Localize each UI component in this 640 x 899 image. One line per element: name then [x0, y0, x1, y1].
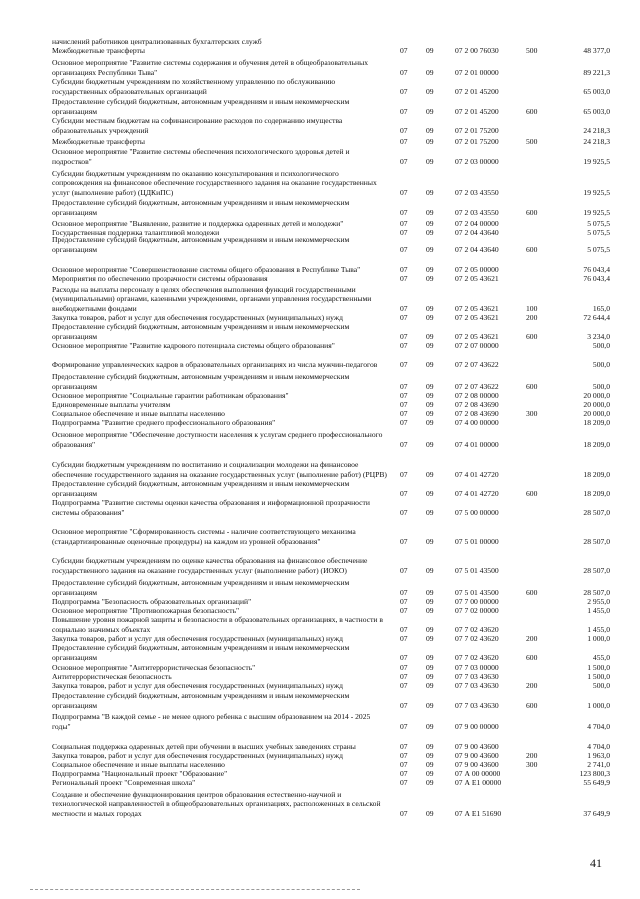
section-code: 07: [400, 759, 408, 769]
amount-value: 18 209,0: [583, 417, 610, 427]
amount-value: 19 925,5: [583, 207, 610, 217]
target-article-code: 07 А Е1 51690: [455, 808, 502, 818]
amount-value: 37 649,9: [583, 808, 610, 818]
target-article-code: 07 2 01 45200: [455, 86, 499, 96]
amount-value: 2 741,0: [587, 759, 610, 769]
section-code: 07: [400, 273, 408, 283]
row-description: Основное мероприятие "Развитие системы обеспечения психологического здоровья детей и подростков": [52, 147, 350, 166]
expense-type-code: 600: [526, 652, 538, 662]
subsection-code: 09: [426, 359, 434, 369]
section-code: 07: [400, 741, 408, 751]
subsection-code: 09: [426, 67, 434, 77]
subsection-code: 09: [426, 768, 434, 778]
section-code: 07: [400, 340, 408, 350]
section-code: 07: [400, 227, 408, 237]
expense-type-code: 200: [526, 680, 538, 690]
target-article-code: 07 9 00 43600: [455, 759, 499, 769]
row-description: Единовременные выплаты учителям: [52, 399, 171, 409]
subsection-code: 09: [426, 390, 434, 400]
row-description: Предоставление субсидий бюджетным, автономным учреждениям и иным некоммерческим организациям: [52, 198, 350, 217]
target-article-code: 07 2 04 43640: [455, 227, 499, 237]
target-article-code: 07 7 02 43620: [455, 624, 499, 634]
expense-type-code: 100: [526, 303, 538, 313]
row-description: Закупка товаров, работ и услуг для обеспечения государственных (муниципальных) нужд: [52, 312, 343, 322]
target-article-code: 07 5 01 00000: [455, 536, 499, 546]
row-description: Основное мероприятие "Развитие кадрового потенциала системы общего образования": [52, 340, 335, 350]
expense-type-code: 600: [526, 587, 538, 597]
section-code: 07: [400, 156, 408, 166]
subsection-code: 09: [426, 759, 434, 769]
expense-type-code: 600: [526, 106, 538, 116]
target-article-code: 07 А Е1 00000: [455, 777, 502, 787]
row-description: Основное мероприятие "Совершенствование системы общего образования в Республике Тыва": [52, 264, 361, 274]
section-code: 07: [400, 408, 408, 418]
amount-value: 2 955,0: [587, 596, 610, 606]
row-description: Государственная поддержка талантливой молодежи: [52, 227, 220, 237]
amount-value: 1 500,0: [587, 671, 610, 681]
section-code: 07: [400, 469, 408, 479]
target-article-code: 07 2 00 76030: [455, 45, 499, 55]
subsection-code: 09: [426, 507, 434, 517]
section-code: 07: [400, 264, 408, 274]
section-code: 07: [400, 390, 408, 400]
target-article-code: 07 7 02 43620: [455, 652, 499, 662]
target-article-code: 07 2 05 43621: [455, 273, 499, 283]
row-description: Региональный проект "Современная школа": [52, 777, 196, 787]
amount-value: 20 000,0: [583, 408, 610, 418]
amount-value: 28 507,0: [583, 536, 610, 546]
row-description: Основное мероприятие "Противопожарная безопасность": [52, 605, 240, 615]
amount-value: 18 209,0: [583, 488, 610, 498]
target-article-code: 07 2 05 43621: [455, 331, 499, 341]
section-code: 07: [400, 777, 408, 787]
target-article-code: 07 7 03 43630: [455, 700, 499, 710]
expense-type-code: 600: [526, 700, 538, 710]
row-description: Мероприятия по обеспечению прозрачности системы образования: [52, 273, 268, 283]
subsection-code: 09: [426, 721, 434, 731]
amount-value: 28 507,0: [583, 507, 610, 517]
row-description: Предоставление субсидий бюджетным, автономным учреждениям и иным некоммерческим организациям: [52, 372, 350, 391]
target-article-code: 07 2 07 43622: [455, 359, 499, 369]
expense-type-code: 300: [526, 759, 538, 769]
amount-value: 72 644,4: [583, 312, 610, 322]
row-description: Подпрограмма "Безопасность образовательных организаций": [52, 596, 252, 606]
section-code: 07: [400, 750, 408, 760]
row-description: Подпрограмма "Национальный проект "Образование": [52, 768, 228, 778]
section-code: 07: [400, 359, 408, 369]
amount-value: 65 003,0: [583, 106, 610, 116]
row-description: Подпрограмма "В каждой семье - не менее одного ребенка с высшим образованием на 2014 - 2025 годы": [52, 712, 371, 731]
section-code: 07: [400, 207, 408, 217]
target-article-code: 07 5 00 00000: [455, 507, 499, 517]
section-code: 07: [400, 125, 408, 135]
row-description: Предоставление субсидий бюджетным, автономным учреждениям и иным некоммерческим организациям: [52, 97, 350, 116]
expense-type-code: 600: [526, 207, 538, 217]
target-article-code: 07 7 03 43630: [455, 671, 499, 681]
row-description: Повышение уровня пожарной защиты и безопасности в образовательных организациях, в частности в социально значимых объектах: [52, 615, 383, 634]
target-article-code: 07 2 05 43621: [455, 312, 499, 322]
row-description: Межбюджетные трансферты: [52, 136, 145, 146]
row-description: Предоставление субсидий бюджетным, автономным учреждениям и иным некоммерческим организациям: [52, 643, 350, 662]
subsection-code: 09: [426, 605, 434, 615]
section-code: 07: [400, 67, 408, 77]
subsection-code: 09: [426, 662, 434, 672]
subsection-code: 09: [426, 331, 434, 341]
amount-value: 500,0: [592, 381, 610, 391]
subsection-code: 09: [426, 624, 434, 634]
row-description: Субсидии бюджетным учреждениям по оказанию консультирования и психологического сопровождения на финансовое обеспечение государственного задания на оказание государственных услуг (выполнение работ) (ЦДКиПС): [52, 168, 377, 197]
subsection-code: 09: [426, 244, 434, 254]
section-code: 07: [400, 381, 408, 391]
amount-value: 5 075,5: [587, 227, 610, 237]
section-code: 07: [400, 417, 408, 427]
target-article-code: 07 7 00 00000: [455, 596, 499, 606]
subsection-code: 09: [426, 227, 434, 237]
subsection-code: 09: [426, 417, 434, 427]
section-code: 07: [400, 596, 408, 606]
target-article-code: 07 2 03 43550: [455, 207, 499, 217]
subsection-code: 09: [426, 741, 434, 751]
section-code: 07: [400, 218, 408, 228]
amount-value: 76 043,4: [583, 273, 610, 283]
section-code: 07: [400, 662, 408, 672]
amount-value: 24 218,3: [583, 125, 610, 135]
amount-value: 48 377,0: [583, 45, 610, 55]
section-code: 07: [400, 106, 408, 116]
expense-type-code: 200: [526, 750, 538, 760]
row-description: начислений работников централизованных бухгалтерских служб: [52, 36, 262, 46]
section-code: 07: [400, 312, 408, 322]
amount-value: 500,0: [592, 359, 610, 369]
amount-value: 18 209,0: [583, 469, 610, 479]
section-code: 07: [400, 721, 408, 731]
target-article-code: 07 2 08 00000: [455, 390, 499, 400]
amount-value: 500,0: [592, 340, 610, 350]
target-article-code: 07 2 01 75200: [455, 136, 499, 146]
subsection-code: 09: [426, 106, 434, 116]
amount-value: 1 000,0: [587, 633, 610, 643]
expense-type-code: 500: [526, 136, 538, 146]
row-description: Закупка товаров, работ и услуг для обеспечения государственных (муниципальных) нужд: [52, 750, 343, 760]
amount-value: 18 209,0: [583, 439, 610, 449]
target-article-code: 07 2 08 43690: [455, 408, 499, 418]
row-description: Предоставление субсидий бюджетным, автономным учреждениям и иным некоммерческим организациям: [52, 691, 350, 710]
target-article-code: 07 2 03 43550: [455, 187, 499, 197]
section-code: 07: [400, 136, 408, 146]
row-description: Субсидии бюджетным учреждениям по хозяйственному управлению по обслуживанию государственных образовательных организаций: [52, 77, 336, 96]
target-article-code: 07 2 01 00000: [455, 67, 499, 77]
row-description: Закупка товаров, работ и услуг для обеспечения государственных (муниципальных) нужд: [52, 633, 343, 643]
amount-value: 19 925,5: [583, 187, 610, 197]
section-code: 07: [400, 399, 408, 409]
subsection-code: 09: [426, 340, 434, 350]
expense-type-code: 600: [526, 331, 538, 341]
expense-type-code: 600: [526, 488, 538, 498]
section-code: 07: [400, 488, 408, 498]
amount-value: 5 075,5: [587, 218, 610, 228]
row-description: Создание и обеспечение функционирования центров образования естественно-научной и технологической направленностей в общеобразовательных организациях, расположенных в сельской местности и малых городах: [52, 789, 381, 818]
subsection-code: 09: [426, 264, 434, 274]
target-article-code: 07 2 04 00000: [455, 218, 499, 228]
row-description: Предоставление субсидий бюджетным, автономным учреждениям и иным некоммерческим организациям: [52, 479, 350, 498]
section-code: 07: [400, 244, 408, 254]
amount-value: 1 455,0: [587, 624, 610, 634]
row-description: Субсидии бюджетным учреждениям по оценке качества образования на финансовое обеспечение государственного задания на оказание государственных услуг (выполнение работ) (ИОКО): [52, 556, 368, 575]
subsection-code: 09: [426, 596, 434, 606]
amount-value: 3 234,0: [587, 331, 610, 341]
section-code: 07: [400, 700, 408, 710]
section-code: 07: [400, 671, 408, 681]
subsection-code: 09: [426, 587, 434, 597]
target-article-code: 07 2 01 45200: [455, 106, 499, 116]
amount-value: 1 455,0: [587, 605, 610, 615]
amount-value: 1 963,0: [587, 750, 610, 760]
section-code: 07: [400, 624, 408, 634]
expense-type-code: 200: [526, 633, 538, 643]
subsection-code: 09: [426, 156, 434, 166]
section-code: 07: [400, 680, 408, 690]
section-code: 07: [400, 303, 408, 313]
row-description: Закупка товаров, работ и услуг для обеспечения государственных (муниципальных) нужд: [52, 680, 343, 690]
section-code: 07: [400, 808, 408, 818]
expense-type-code: 200: [526, 312, 538, 322]
target-article-code: 07 9 00 00000: [455, 721, 499, 731]
amount-value: 19 925,5: [583, 156, 610, 166]
subsection-code: 09: [426, 808, 434, 818]
row-description: Подпрограмма "Развитие среднего профессионального образования": [52, 417, 276, 427]
amount-value: 1 500,0: [587, 662, 610, 672]
row-description: Антитеррористическая безопасность: [52, 671, 172, 681]
amount-value: 20 000,0: [583, 390, 610, 400]
row-description: Формирование управленческих кадров в образовательных организациях из числа мужчин-педагогов: [52, 359, 378, 369]
row-description: Социальное обеспечение и иные выплаты населению: [52, 759, 225, 769]
target-article-code: 07 2 07 43622: [455, 381, 499, 391]
row-description: Основное мероприятие "Антитеррористическая безопасность": [52, 662, 256, 672]
target-article-code: 07 5 01 43500: [455, 587, 499, 597]
subsection-code: 09: [426, 207, 434, 217]
section-code: 07: [400, 652, 408, 662]
amount-value: 89 221,3: [583, 67, 610, 77]
row-description: Расходы на выплаты персоналу в целях обеспечения выполнения функций государственными (муниципальными) органами, казенными учреждениями, органами управления государственными внебюджетными фондами: [52, 284, 372, 313]
section-code: 07: [400, 536, 408, 546]
target-article-code: 07 5 01 43500: [455, 565, 499, 575]
section-code: 07: [400, 605, 408, 615]
section-code: 07: [400, 768, 408, 778]
target-article-code: 07 7 02 43620: [455, 633, 499, 643]
subsection-code: 09: [426, 536, 434, 546]
footer-divider: [30, 889, 360, 890]
row-description: Межбюджетные трансферты: [52, 45, 145, 55]
subsection-code: 09: [426, 125, 434, 135]
subsection-code: 09: [426, 312, 434, 322]
subsection-code: 09: [426, 565, 434, 575]
section-code: 07: [400, 587, 408, 597]
subsection-code: 09: [426, 136, 434, 146]
subsection-code: 09: [426, 86, 434, 96]
target-article-code: 07 2 01 75200: [455, 125, 499, 135]
subsection-code: 09: [426, 408, 434, 418]
row-description: Субсидии местным бюджетам на софинансирование расходов по содержанию имущества образовательных учреждений: [52, 116, 343, 135]
row-description: Основное мероприятие "Обеспечение доступности населения к услугам среднего профессионального образования": [52, 430, 383, 449]
target-article-code: 07 9 00 43600: [455, 741, 499, 751]
target-article-code: 07 4 01 00000: [455, 439, 499, 449]
amount-value: 55 649,9: [583, 777, 610, 787]
subsection-code: 09: [426, 777, 434, 787]
target-article-code: 07 7 03 43630: [455, 680, 499, 690]
row-description: Основное мероприятие "Сформированность системы - наличие соответствующего механизма (стандартизированные оценочные процедуры) на каждом из уровней образования": [52, 527, 356, 546]
target-article-code: 07 9 00 43600: [455, 750, 499, 760]
section-code: 07: [400, 565, 408, 575]
target-article-code: 07 2 05 43621: [455, 303, 499, 313]
subsection-code: 09: [426, 303, 434, 313]
section-code: 07: [400, 633, 408, 643]
target-article-code: 07 7 03 00000: [455, 662, 499, 672]
section-code: 07: [400, 45, 408, 55]
subsection-code: 09: [426, 439, 434, 449]
subsection-code: 09: [426, 488, 434, 498]
amount-value: 1 000,0: [587, 700, 610, 710]
subsection-code: 09: [426, 680, 434, 690]
amount-value: 28 507,0: [583, 587, 610, 597]
row-description: Субсидии бюджетным учреждениям по воспитанию и социализации молодежи на финансовое обеспечение государственного задания на оказание государственных услуг (выполнение работ) (РЦРВ): [52, 460, 387, 479]
amount-value: 500,0: [592, 680, 610, 690]
row-description: Предоставление субсидий бюджетным, автономным учреждениям и иным некоммерческим организациям: [52, 322, 350, 341]
amount-value: 4 704,0: [587, 741, 610, 751]
subsection-code: 09: [426, 633, 434, 643]
subsection-code: 09: [426, 218, 434, 228]
subsection-code: 09: [426, 45, 434, 55]
subsection-code: 09: [426, 652, 434, 662]
subsection-code: 09: [426, 750, 434, 760]
row-description: Подпрограмма "Развитие системы оценки качества образования и информационной прозрачности системы образования": [52, 498, 370, 517]
target-article-code: 07 А 00 00000: [455, 768, 501, 778]
amount-value: 24 218,3: [583, 136, 610, 146]
row-description: Основное мероприятие "Выявление, развитие и поддержка одаренных детей и молодежи": [52, 218, 344, 228]
page-number: 41: [590, 856, 602, 870]
row-description: Социальное обеспечение и иные выплаты населению: [52, 408, 225, 418]
target-article-code: 07 2 04 43640: [455, 244, 499, 254]
subsection-code: 09: [426, 187, 434, 197]
expense-type-code: 300: [526, 408, 538, 418]
subsection-code: 09: [426, 700, 434, 710]
row-description: Основное мероприятие "Развитие системы содержания и обучения детей в общеобразовательных организациях Республики Тыва": [52, 58, 369, 77]
section-code: 07: [400, 187, 408, 197]
amount-value: 4 704,0: [587, 721, 610, 731]
amount-value: 165,0: [592, 303, 610, 313]
amount-value: 76 043,4: [583, 264, 610, 274]
target-article-code: 07 4 00 00000: [455, 417, 499, 427]
subsection-code: 09: [426, 671, 434, 681]
expense-type-code: 600: [526, 244, 538, 254]
target-article-code: 07 4 01 42720: [455, 488, 499, 498]
section-code: 07: [400, 439, 408, 449]
target-article-code: 07 2 03 00000: [455, 156, 499, 166]
subsection-code: 09: [426, 469, 434, 479]
row-description: Предоставление субсидий бюджетным, автономным учреждениям и иным некоммерческим организациям: [52, 578, 350, 597]
expense-type-code: 500: [526, 45, 538, 55]
amount-value: 65 003,0: [583, 86, 610, 96]
target-article-code: 07 2 07 00000: [455, 340, 499, 350]
section-code: 07: [400, 86, 408, 96]
row-description: Социальная поддержка одаренных детей при обучении в высших учебных заведениях страны: [52, 741, 356, 751]
row-description: Предоставление субсидий бюджетным, автономным учреждениям и иным некоммерческим организациям: [52, 235, 350, 254]
section-code: 07: [400, 507, 408, 517]
expense-type-code: 600: [526, 381, 538, 391]
amount-value: 5 075,5: [587, 244, 610, 254]
subsection-code: 09: [426, 273, 434, 283]
target-article-code: 07 2 08 43690: [455, 399, 499, 409]
amount-value: 20 000,0: [583, 399, 610, 409]
amount-value: 455,0: [592, 652, 610, 662]
section-code: 07: [400, 331, 408, 341]
target-article-code: 07 4 01 42720: [455, 469, 499, 479]
target-article-code: 07 7 02 00000: [455, 605, 499, 615]
target-article-code: 07 2 05 00000: [455, 264, 499, 274]
amount-value: 28 507,0: [583, 565, 610, 575]
row-description: Основное мероприятие "Социальные гарантии работникам образования": [52, 390, 289, 400]
amount-value: 123 800,3: [579, 768, 610, 778]
subsection-code: 09: [426, 381, 434, 391]
subsection-code: 09: [426, 399, 434, 409]
